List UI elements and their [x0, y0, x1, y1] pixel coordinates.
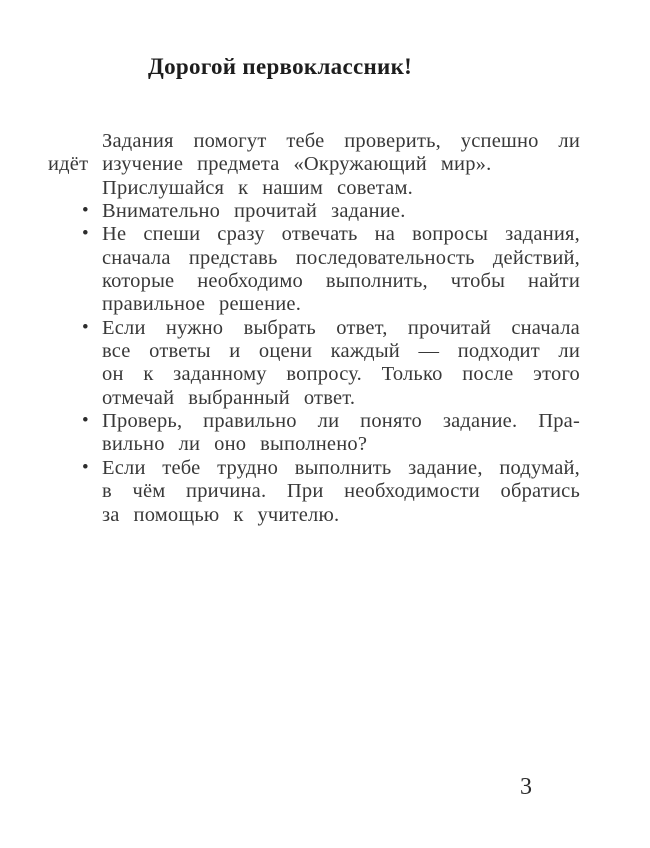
advice-line: которые необходимо выполнить, чтобы найти	[102, 270, 580, 293]
advice-line: за помощью к учителю.	[102, 503, 340, 526]
advice-line: в чём причина. При необходимости обратись	[102, 480, 580, 503]
page-title: Дорогой первоклассник!	[148, 54, 413, 79]
bullet-icon: •	[82, 410, 89, 432]
advice-item	[82, 316, 580, 410]
advice-item	[82, 200, 580, 223]
bullet-icon: •	[82, 316, 89, 338]
advice-line: вильно ли оно выполнено?	[102, 433, 368, 456]
advice-lead-line: Прислушайся к нашим советам.	[102, 176, 413, 199]
page-number: 3	[520, 774, 532, 800]
intro-line: идёт изучение предмета «Окружающий мир».	[48, 153, 492, 176]
page-body	[48, 130, 580, 527]
advice-line: Если нужно выбрать ответ, прочитай сначала	[102, 316, 580, 339]
advice-line: правильное решение.	[102, 293, 302, 316]
advice-line: Проверь, правильно ли понято задание. Пра-	[102, 410, 580, 433]
advice-line: Не спеши сразу отвечать на вопросы задания,	[102, 223, 580, 246]
advice-line: Если тебе трудно выполнить задание, подумай,	[102, 456, 580, 479]
advice-item	[82, 410, 580, 457]
advice-line: он к заданному вопросу. Только после этого	[102, 363, 580, 386]
advice-line: отмечай выбранный ответ.	[102, 386, 356, 409]
advice-line: сначала представь последовательность действий,	[102, 246, 580, 269]
advice-line: Внимательно прочитай задание.	[102, 200, 406, 223]
bullet-icon: •	[82, 456, 89, 478]
bullet-icon: •	[82, 200, 89, 222]
advice-item	[82, 223, 580, 316]
advice-item	[82, 456, 580, 527]
advice-line: все ответы и оцени каждый — подходит ли	[102, 340, 580, 363]
bullet-icon: •	[82, 223, 89, 245]
intro-line: Задания помогут тебе проверить, успешно ли	[102, 130, 580, 152]
